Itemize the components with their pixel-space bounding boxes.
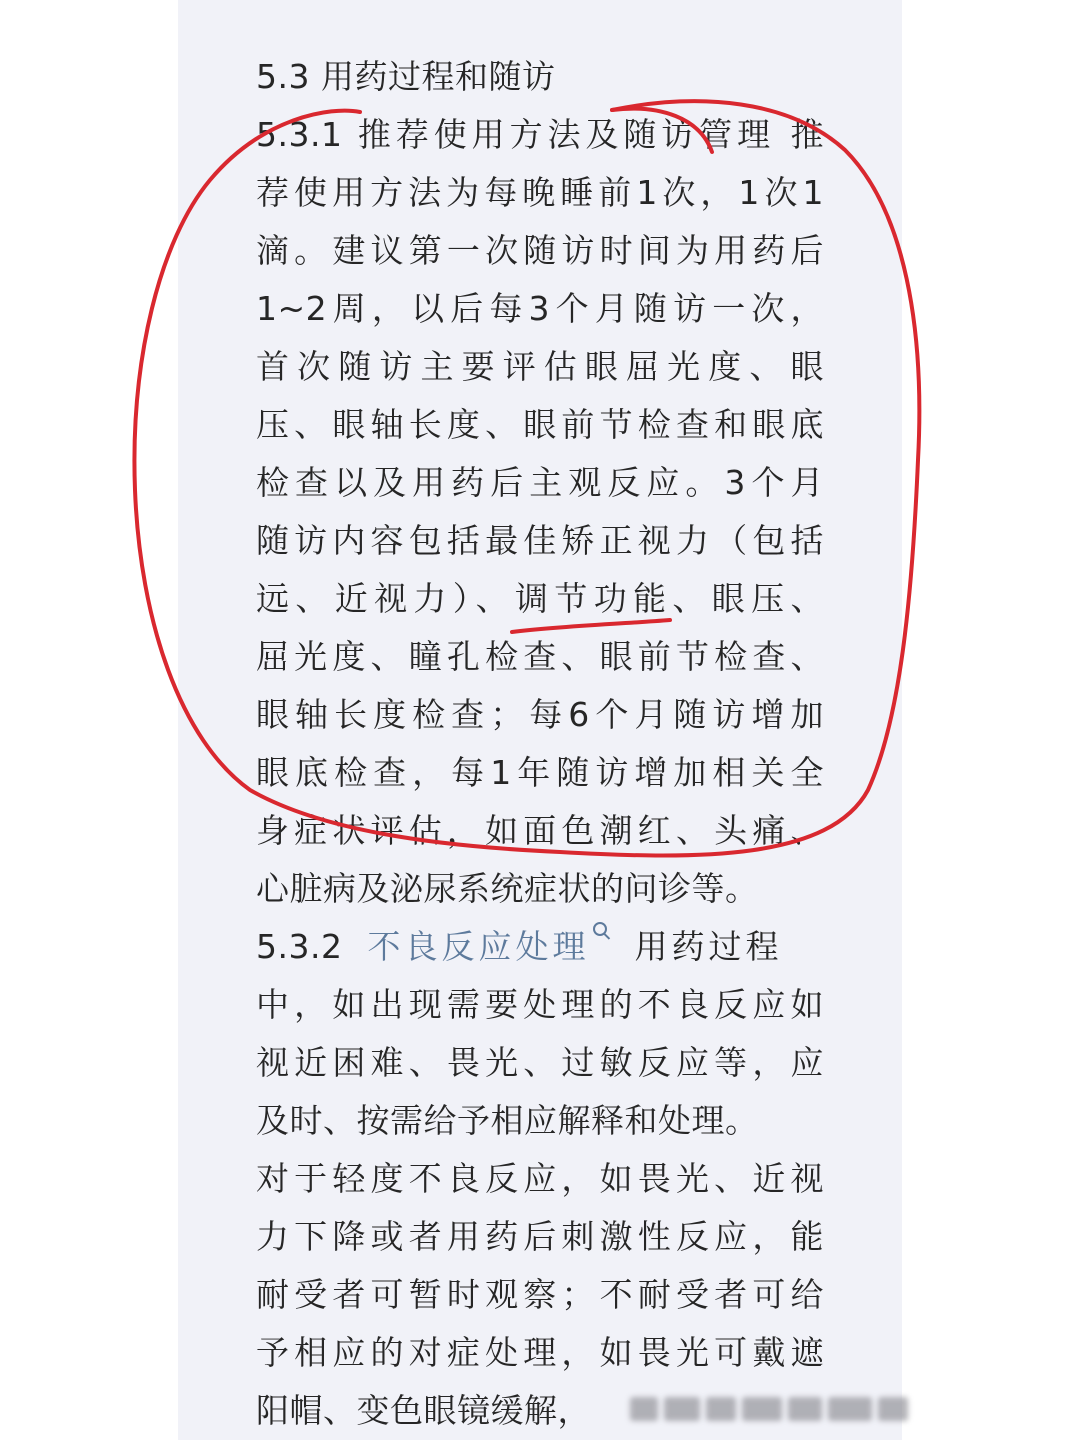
text-line: 视近困难、畏光、过敏反应等，应 <box>256 1043 824 1082</box>
section-532-heading-line <box>256 918 856 976</box>
text-line: 耐受者可暂时观察；不耐受者可给 <box>256 1275 824 1314</box>
blurred-glyph <box>664 1397 700 1421</box>
text-line: 检查以及用药后主观反应。3个月 <box>256 463 824 502</box>
text-line: 予相应的对症处理，如畏光可戴遮 <box>256 1333 824 1372</box>
blurred-glyph <box>630 1397 658 1421</box>
blurred-glyph <box>706 1397 736 1421</box>
text-line-last: 阳帽、变色眼镜缓解， <box>256 1391 591 1430</box>
text-line: 眼轴长度检查；每6个月随访增加 <box>256 695 824 734</box>
text-line: 5.3.1 推荐使用方法及随访管理 推 <box>256 115 824 154</box>
blurred-text <box>630 1392 920 1426</box>
text-line: 力下降或者用药后刺激性反应，能 <box>256 1217 824 1256</box>
text-line: 荐使用方法为每晚睡前1次，1次1 <box>256 173 824 212</box>
text-line: 随访内容包括最佳矫正视力（包括 <box>256 521 824 560</box>
text-line: 1~2周，以后每3个月随访一次， <box>256 289 824 328</box>
text-line: 对于轻度不良反应，如畏光、近视 <box>256 1159 824 1198</box>
section-number: 5.3.2 <box>256 927 343 966</box>
text-line: 滴。建议第一次随访时间为用药后 <box>256 231 824 270</box>
text-line: 眼底检查，每1年随访增加相关全 <box>256 753 824 792</box>
search-icon[interactable] <box>593 922 607 936</box>
blurred-glyph <box>742 1397 782 1421</box>
blurred-glyph <box>828 1397 872 1421</box>
text-line: 压、眼轴长度、眼前节检查和眼底 <box>256 405 824 444</box>
text-line: 中，如出现需要处理的不良反应如 <box>256 985 824 1024</box>
text-line: 屈光度、瞳孔检查、眼前节检查、 <box>256 637 824 676</box>
blurred-glyph <box>878 1397 908 1421</box>
article-text <box>256 48 856 1440</box>
text-line: 首次随访主要评估眼屈光度、眼 <box>256 347 824 386</box>
text-line: 及时、按需给予相应解释和处理。 <box>256 1101 759 1140</box>
section-heading: 5.3 用药过程和随访 <box>256 57 556 96</box>
text-line: 身症状评估，如面色潮红、头痛、 <box>256 811 824 850</box>
text-line: 心脏病及泌尿系统症状的问诊等。 <box>256 869 759 908</box>
blurred-glyph <box>788 1397 822 1421</box>
text-line: 远、近视力）、调节功能、眼压、 <box>256 579 824 618</box>
text-line: 用药过程 <box>634 927 783 966</box>
adverse-reaction-link[interactable]: 不良反应处理 <box>367 927 590 966</box>
